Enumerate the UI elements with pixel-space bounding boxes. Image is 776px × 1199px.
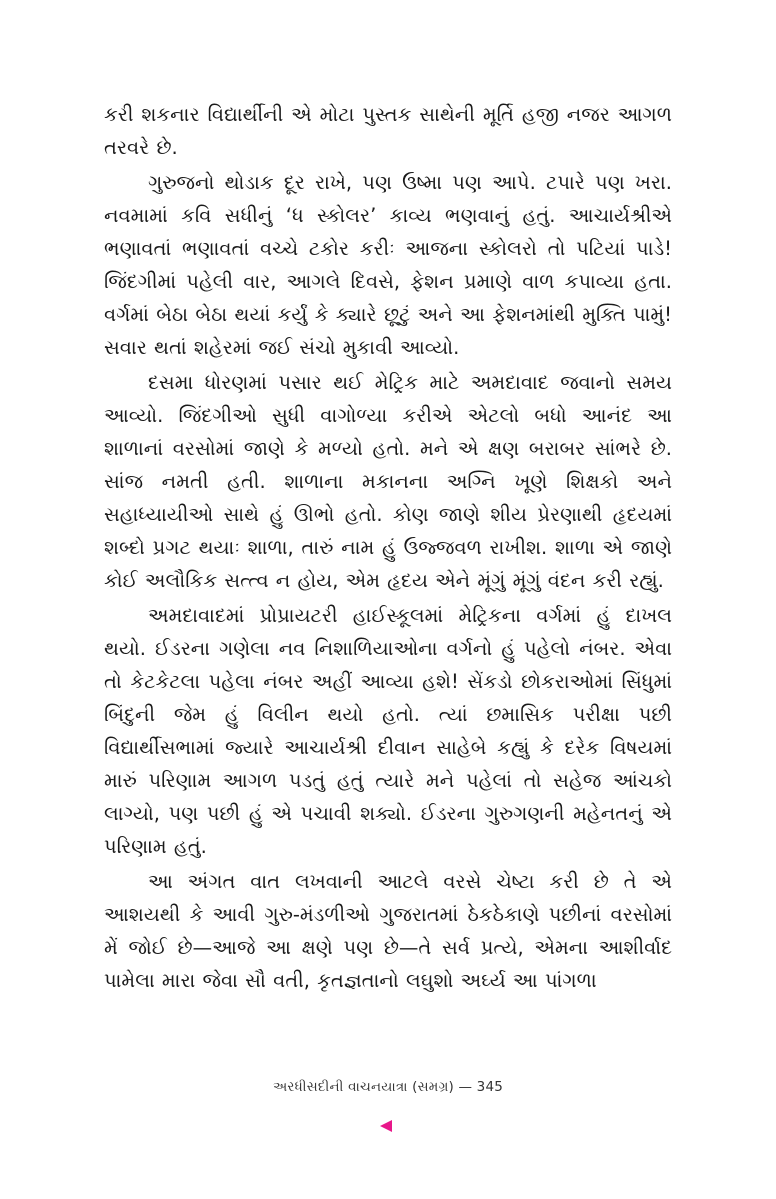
paragraph-angat-vaat: આ અંગત વાત લખવાની આટલે વરસે ચેષ્ટા કરી છે તે એ આશયથી કે આવી ગુરુ-મંડળીઓ ગુજરાતમાં ઠેકઠેકાણે પછીનાં વરસોમાં મેં જોઈ છે—આજે આ ક્ષણે પણ છે—તે સર્વ પ્રત્યે, એમના આશીર્વાદ પામેલા મારા જેવા સૌ વતી, કૃતજ્ઞતાનો લઘુશો અર્ઘ્ય આ પાંગળા — [104, 870, 672, 992]
previous-page-arrow-icon[interactable] — [380, 1120, 392, 1132]
paragraph-continuation: કરી શકનાર વિદ્યાર્થીની એ મોટા પુસ્તક સાથેની મૂર્તિ હજી નજર આગળ તરવરે છે. — [104, 103, 672, 159]
page-footer: અરધીસદીની વાચનયાત્રા (સમગ્ર) — 345 — [272, 1079, 504, 1095]
paragraph-gurujano: ગુરુજનો થોડાક દૂર રાખે, પણ ઉષ્મા પણ આપે. ટપારે પણ ખરા. નવમામાં કવિ સધીનું ‘ધ સ્કોલર’ કાવ્ય ભણવાનું હતું. આચાર્યશ્રીએ ભણાવતાં ભણાવતાં વચ્ચે ટકોર કરીઃ આજના સ્કોલરો તો પટિયાં પાડે! જિંદગીમાં પહેલી વાર, આગલે દિવસે, ફેશન પ્રમાણે વાળ કપાવ્યા હતા. વર્ગમાં બેઠા બેઠા થયાં કર્યું કે ક્યારે છૂટું અને આ ફેશનમાંથી મુક્તિ પામું! સવાર થતાં શહેરમાં જઈ સંચો મુકાવી આવ્યો. — [104, 171, 672, 359]
paragraph-amdavad: અમદાવાદમાં પ્રોપ્રાયટરી હાઈસ્કૂલમાં મેટ્રિકના વર્ગમાં હું દાખલ થયો. ઈડરના ગણેલા નવ નિશાળિયાઓના વર્ગનો હું પહેલો નંબર. એવા તો કેટકેટલા પહેલા નંબર અહીં આવ્યા હશે! સેંકડો છોકરાઓમાં સિંધુમાં બિંદુની જેમ હું વિલીન થયો હતો. ત્યાં છમાસિક પરીક્ષા પછી વિદ્યાર્થીસભામાં જ્યારે આચાર્યશ્રી દીવાન સાહેબે કહ્યું કે દરેક વિષયમાં મારું પરિણામ આગળ પડતું હતું ત્યારે મને પહેલાં તો સહેજ આંચકો લાગ્યો, પણ પછી હું એ પચાવી શક્યો. ઈડરના ગુરુગણની મહેનતનું એ પરિણામ હતું. — [104, 604, 672, 858]
paragraph-dasma-dhoran: દસમા ધોરણમાં પસાર થઈ મેટ્રિક માટે અમદાવાદ જવાનો સમય આવ્યો. જિંદગીઓ સુધી વાગોળ્યા કરીએ એટલો બધો આનંદ આ શાળાનાં વરસોમાં જાણે કે મળ્યો હતો. મને એ ક્ષણ બરાબર સાંભરે છે. સાંજ નમતી હતી. શાળાના મકાનના અગ્નિ ખૂણે શિક્ષકો અને સહાધ્યાયીઓ સાથે હું ઊભો હતો. કોણ જાણે શીય પ્રેરણાથી હૃદયમાં શબ્દો પ્રગટ થયાઃ શાળા, તારું નામ હું ઉજ્જવળ રાખીશ. શાળા એ જાણે કોઈ અલૌકિક સત્ત્વ ન હોય, એમ હૃદય એને મૂંગું મૂંગું વંદન કરી રહ્યું. — [104, 371, 673, 592]
page-body — [104, 98, 672, 997]
